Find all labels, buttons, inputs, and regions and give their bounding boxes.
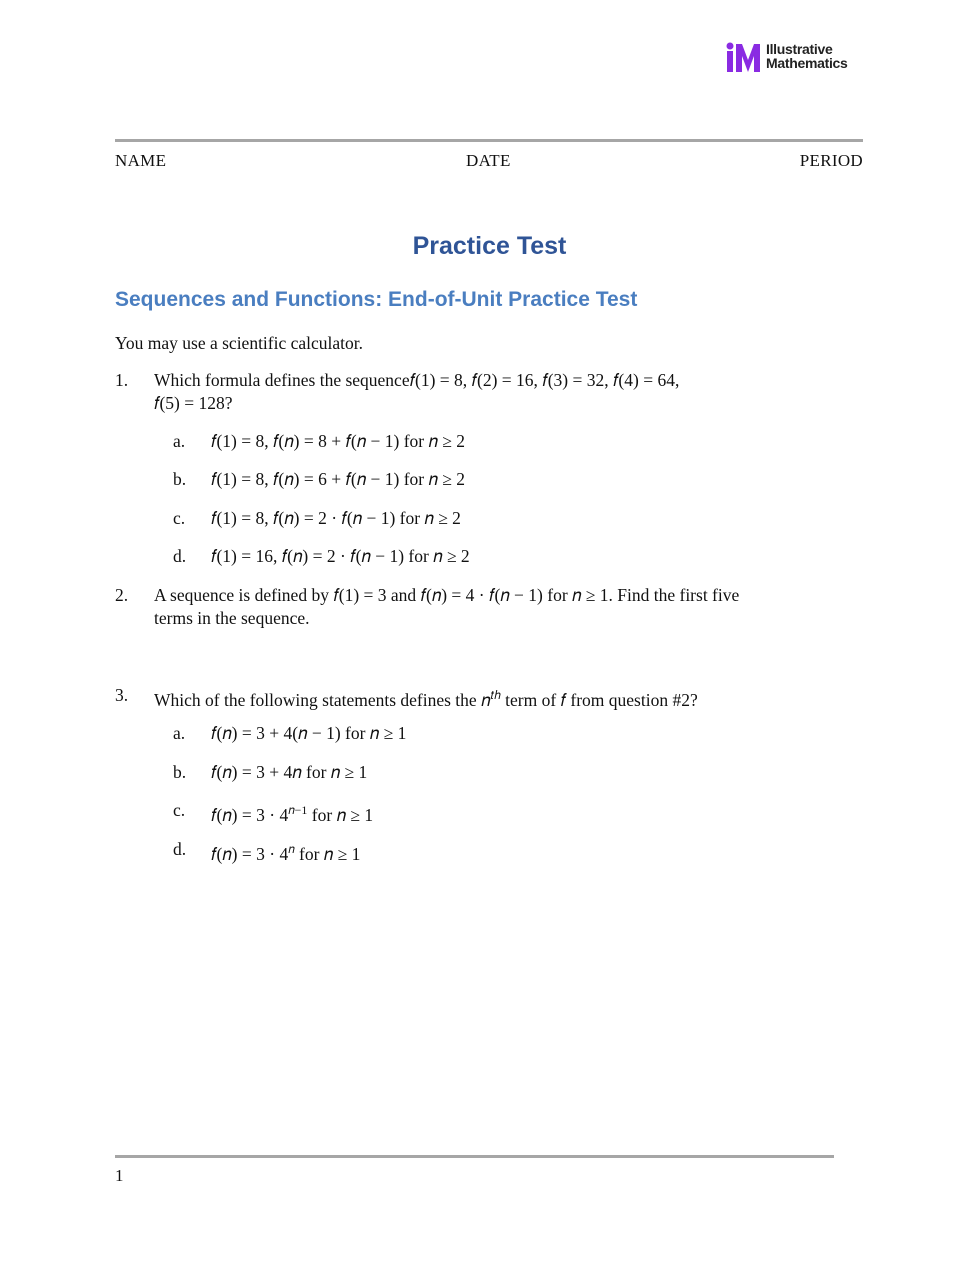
question-1-text-line2: 𝑓(5) = 128? [154, 393, 233, 413]
im-logo-mark-icon [726, 42, 762, 72]
question-2-text-line2: terms in the sequence. [154, 608, 310, 628]
name-label: NAME [115, 151, 167, 170]
q3-option-b-letter: b. [173, 762, 187, 782]
page-subtitle: Sequences and Functions: End-of-Unit Practice Test [115, 288, 638, 311]
logo-wordmark: Illustrative Mathematics [766, 41, 848, 71]
footer-divider [115, 1155, 834, 1158]
q3-option-c-text: 𝑓(𝑛) = $3 \cdot 4^{𝑛-1}$ for 𝑛 ≥ 1 [211, 803, 374, 825]
q3-option-c-letter: c. [173, 800, 186, 820]
q3-option-a-text: 𝑓(𝑛) = 3 + 4(𝑛 − 1) for 𝑛 ≥ 1 [211, 723, 407, 743]
date-label: DATE [466, 151, 511, 170]
q3-option-a-letter: a. [173, 723, 186, 743]
page-title: Practice Test [412, 232, 567, 260]
q1-option-c-text: 𝑓(1) = 8, 𝑓(𝑛) = 2 · 𝑓(𝑛 − 1) for 𝑛 ≥ 2 [211, 508, 461, 528]
q1-option-b-letter: b. [173, 469, 187, 489]
question-1-text-line1: Which formula defines the sequence𝑓(1) = 8, 𝑓(2) = 16, 𝑓(3) = 32, 𝑓(4) = 64, [154, 370, 680, 390]
question-3-number: 3. [115, 685, 129, 705]
q3-option-b-text: 𝑓(𝑛) = 3 + 4𝑛 for 𝑛 ≥ 1 [211, 762, 368, 782]
question-2-number: 2. [115, 585, 129, 605]
illustrative-mathematics-logo [726, 42, 866, 74]
q1-option-d-letter: d. [173, 546, 187, 566]
header-divider [115, 139, 863, 142]
question-2-text-line1: A sequence is defined by 𝑓(1) = 3 and 𝑓(𝑛) = 4 · 𝑓(𝑛 − 1) for 𝑛 ≥ 1. Find the first five [154, 585, 740, 605]
instructions: You may use a scientific calculator. [115, 333, 364, 353]
question-1-number: 1. [115, 370, 129, 390]
q1-option-c-letter: c. [173, 508, 186, 528]
q3-option-d-letter: d. [173, 839, 187, 859]
question-3-text: Which of the following statements defines the 𝑛$^{𝑡ℎ}$ term of 𝑓 from question #2? [154, 688, 698, 710]
q3-option-d-text: 𝑓(𝑛) = $3 \cdot 4^𝑛$ for 𝑛 ≥ 1 [211, 842, 361, 864]
q1-option-a-letter: a. [173, 431, 186, 451]
q1-option-b-text: 𝑓(1) = 8, 𝑓(𝑛) = 6 + 𝑓(𝑛 − 1) for 𝑛 ≥ 2 [211, 469, 465, 489]
period-label: PERIOD [799, 151, 863, 170]
q1-option-d-text: 𝑓(1) = 16, 𝑓(𝑛) = 2 · 𝑓(𝑛 − 1) for 𝑛 ≥ 2 [211, 546, 470, 566]
page-number: 1 [115, 1166, 124, 1185]
q1-option-a-text: 𝑓(1) = 8, 𝑓(𝑛) = 8 + 𝑓(𝑛 − 1) for 𝑛 ≥ 2 [211, 431, 465, 451]
